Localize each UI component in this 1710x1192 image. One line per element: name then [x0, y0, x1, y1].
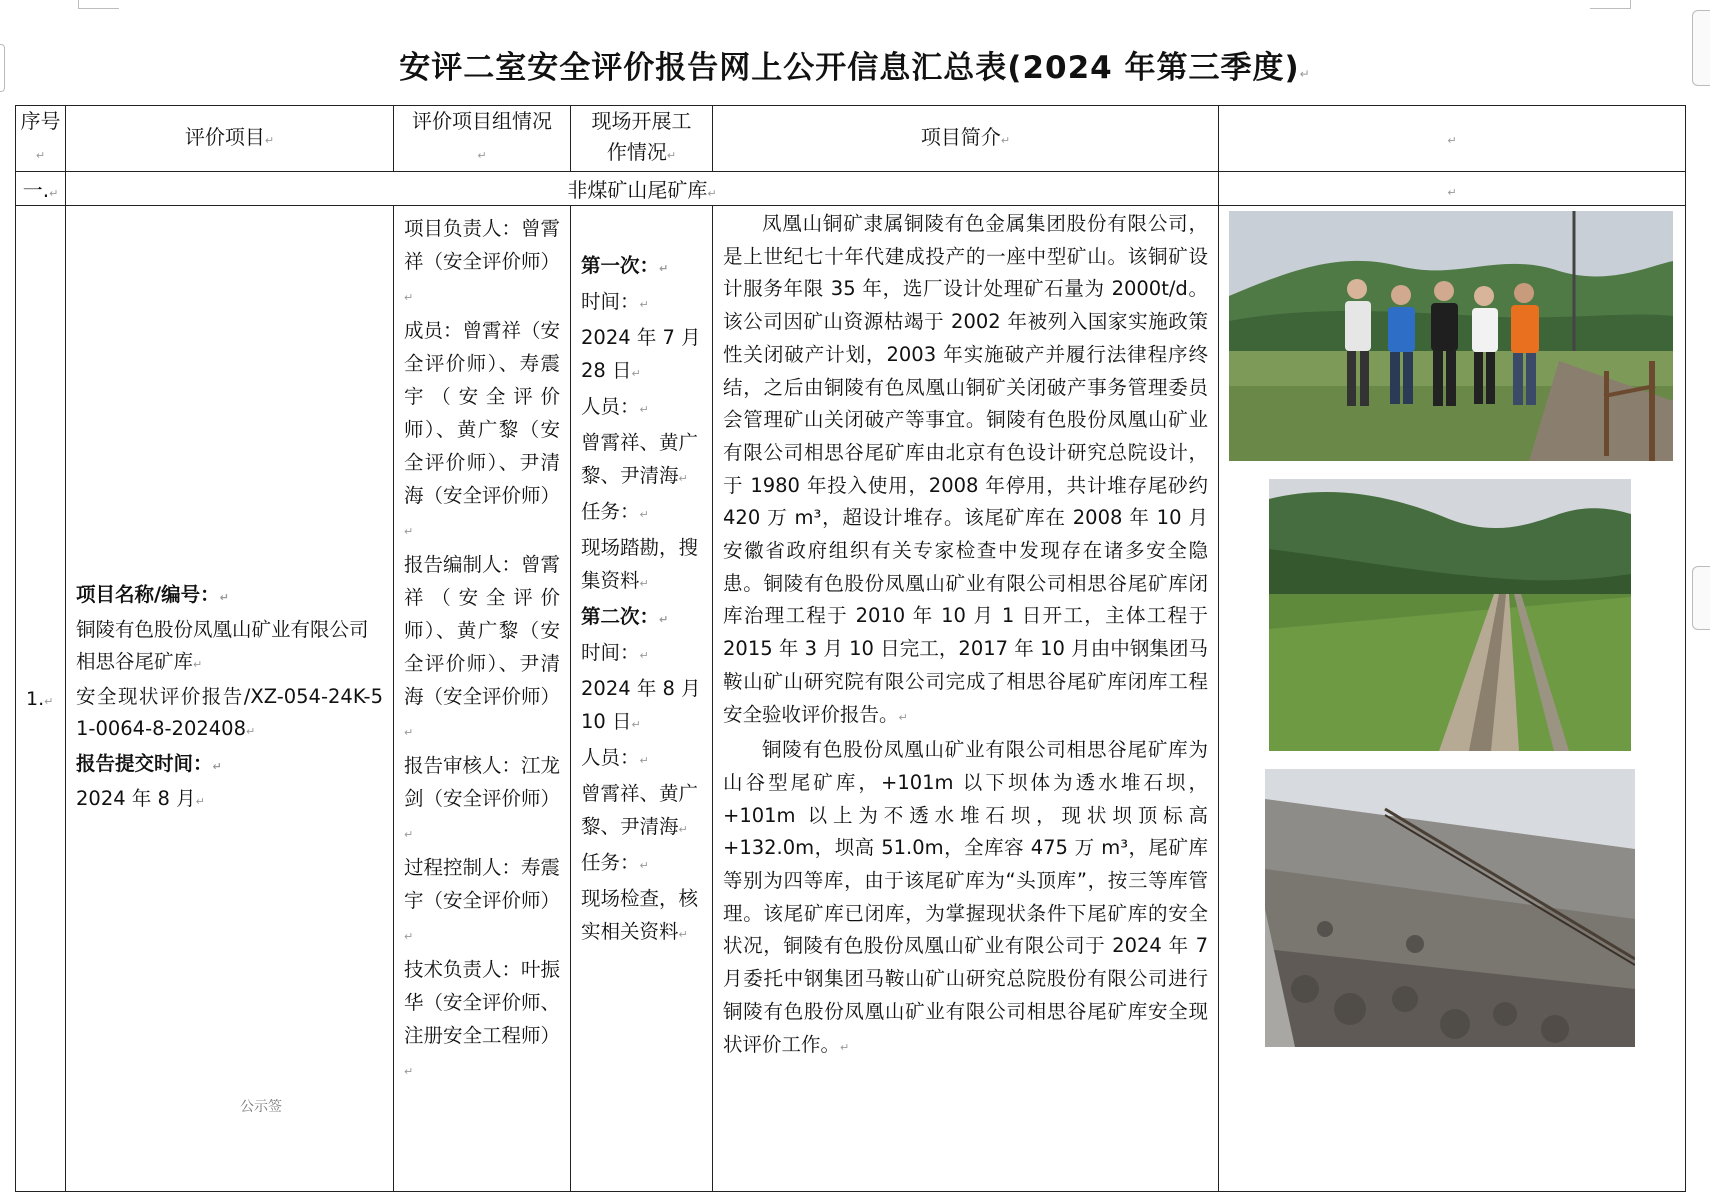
- first-people: 曾霄祥、黄广黎、尹清海↵: [581, 431, 699, 487]
- right-side-tab[interactable]: [1692, 566, 1710, 630]
- second-time-label: 时间：↵: [581, 641, 649, 664]
- intro-paragraph: 凤凰山铜矿隶属铜陵有色金属集团股份有限公司，是上世纪七十年代建成投产的一座中型矿山。该铜矿设计服务年限 35 年，选厂设计处理矿石量为 2000t/d。该公司因矿山资源枯竭于 2002 年被列入国家实施政策性关闭破产计划，2003 年实施破产并履行法律程序终结，之后由铜陵有色凤凰山铜矿关闭破产事务管理委员会管理矿山关闭破产等事宜。铜陵有色股份凤凰山矿业有限公司相思谷尾矿库由北京有色设计研究总院设计，于 1980 年投入使用，2008 年停用，共计堆存尾砂约 420 万 m³，超设计堆存。该尾矿库在 2008 年 10 月安徽省政府组织有关专家检查中发现存在诸多安全隐患。铜陵有色股份凤凰山矿业有限公司相思谷尾矿库闭库治理工程于 2010 年 10 月 1 日开工，主体工程于 2015 年 3 月 10 日完工，2017 年 10 月由中钢集团马鞍山矿山研究院有限公司完成了相思谷尾矿库闭库工程安全验收评价报告。↵: [723, 212, 1208, 726]
- onsite-cell: [571, 206, 713, 1192]
- site-photo-dam: [1265, 769, 1635, 1047]
- page-title: 安评二室安全评价报告网上公开信息汇总表(2024 年第三季度)↵: [399, 50, 1311, 86]
- intro-cell: [713, 206, 1219, 1192]
- header-team: 评价项目组情况↵: [394, 106, 571, 172]
- team-cell: [394, 206, 571, 1192]
- category-label: 非煤矿山尾矿库↵: [66, 172, 1219, 206]
- category-empty-cell: ↵: [1219, 172, 1686, 206]
- first-time: 2024 年 7 月 28 日↵: [581, 326, 701, 382]
- table-row: [16, 206, 1686, 1192]
- project-name: 铜陵有色股份凤凰山矿业有限公司相思谷尾矿库↵: [76, 618, 369, 673]
- header-onsite: 现场开展工作情况↵: [571, 106, 713, 172]
- project-name-label: 项目名称/编号：↵: [76, 583, 229, 606]
- project-cell: [66, 206, 394, 1192]
- row-no: 1.↵: [16, 206, 66, 1192]
- photos-cell: [1219, 206, 1686, 1192]
- first-task: 现场踏勘，搜集资料↵: [581, 536, 699, 592]
- first-people-label: 人员：↵: [581, 395, 649, 418]
- table-header-row: [16, 106, 1686, 172]
- page-corner-mark: [78, 0, 119, 9]
- submit-time-label: 报告提交时间：↵: [76, 752, 222, 775]
- team-members: 成员：曾霄祥（安全评价师）、寿震宇（安全评价师）、黄广黎（安全评价师）、尹清海（安全评价师）↵: [404, 319, 561, 538]
- intro-paragraph: 铜陵有色股份凤凰山矿业有限公司相思谷尾矿库为山谷型尾矿库，+101m 以下坝体为透水堆石坝，+101m 以上为不透水堆石坝，现状坝顶标高+132.0m，坝高 51.0m，全库容 475 万 m³，尾矿库等别为四等库，由于该尾矿库为“头顶库”，按三等库管理。该尾矿库已闭库，为掌握现状条件下尾矿库的安全状况，铜陵有色股份凤凰山矿业有限公司于 2024 年 7 月委托中钢集团马鞍山矿山研究总院股份有限公司进行铜陵有色股份凤凰山矿业有限公司相思谷尾矿库安全现状评价工作。↵: [723, 738, 1208, 1056]
- summary-table: [15, 105, 1686, 1192]
- team-reviewer: 报告审核人：江龙剑（安全评价师）↵: [404, 754, 561, 841]
- first-time-label: 时间：↵: [581, 290, 649, 313]
- team-writers: 报告编制人：曾霄祥（安全评价师）、黄广黎（安全评价师）、尹清海（安全评价师）↵: [404, 553, 561, 739]
- header-photos: ↵: [1219, 106, 1686, 172]
- second-task: 现场检查，核实相关资料↵: [581, 887, 699, 943]
- footer-fragment: 公示签: [240, 1099, 282, 1115]
- page-corner-mark: [1590, 0, 1631, 9]
- team-controller: 过程控制人：寿震宇（安全评价师）↵: [404, 856, 561, 943]
- submit-time: 2024 年 8 月↵: [76, 787, 205, 810]
- second-time: 2024 年 8 月 10 日↵: [581, 677, 701, 733]
- first-visit-label: 第一次：↵: [581, 254, 669, 277]
- header-no: 序号↵: [16, 106, 66, 172]
- site-photo-channel: [1269, 479, 1631, 751]
- header-intro: 项目简介↵: [713, 106, 1219, 172]
- team-tech-lead: 技术负责人：叶振华（安全评价师、注册安全工程师）↵: [404, 958, 561, 1078]
- second-people: 曾霄祥、黄广黎、尹清海↵: [581, 782, 699, 838]
- site-photo-group: [1229, 211, 1673, 461]
- report-name: 安全现状评价报告/XZ-054-24K-51-0064-8-202408↵: [76, 685, 383, 740]
- header-item: 评价项目↵: [66, 106, 394, 172]
- second-visit-label: 第二次：↵: [581, 605, 669, 628]
- team-leader: 项目负责人：曾霄祥（安全评价师）↵: [404, 217, 561, 304]
- category-row: [16, 172, 1686, 206]
- first-task-label: 任务：↵: [581, 500, 649, 523]
- second-people-label: 人员：↵: [581, 746, 649, 769]
- second-task-label: 任务：↵: [581, 851, 649, 874]
- category-no: 一.↵: [16, 172, 66, 206]
